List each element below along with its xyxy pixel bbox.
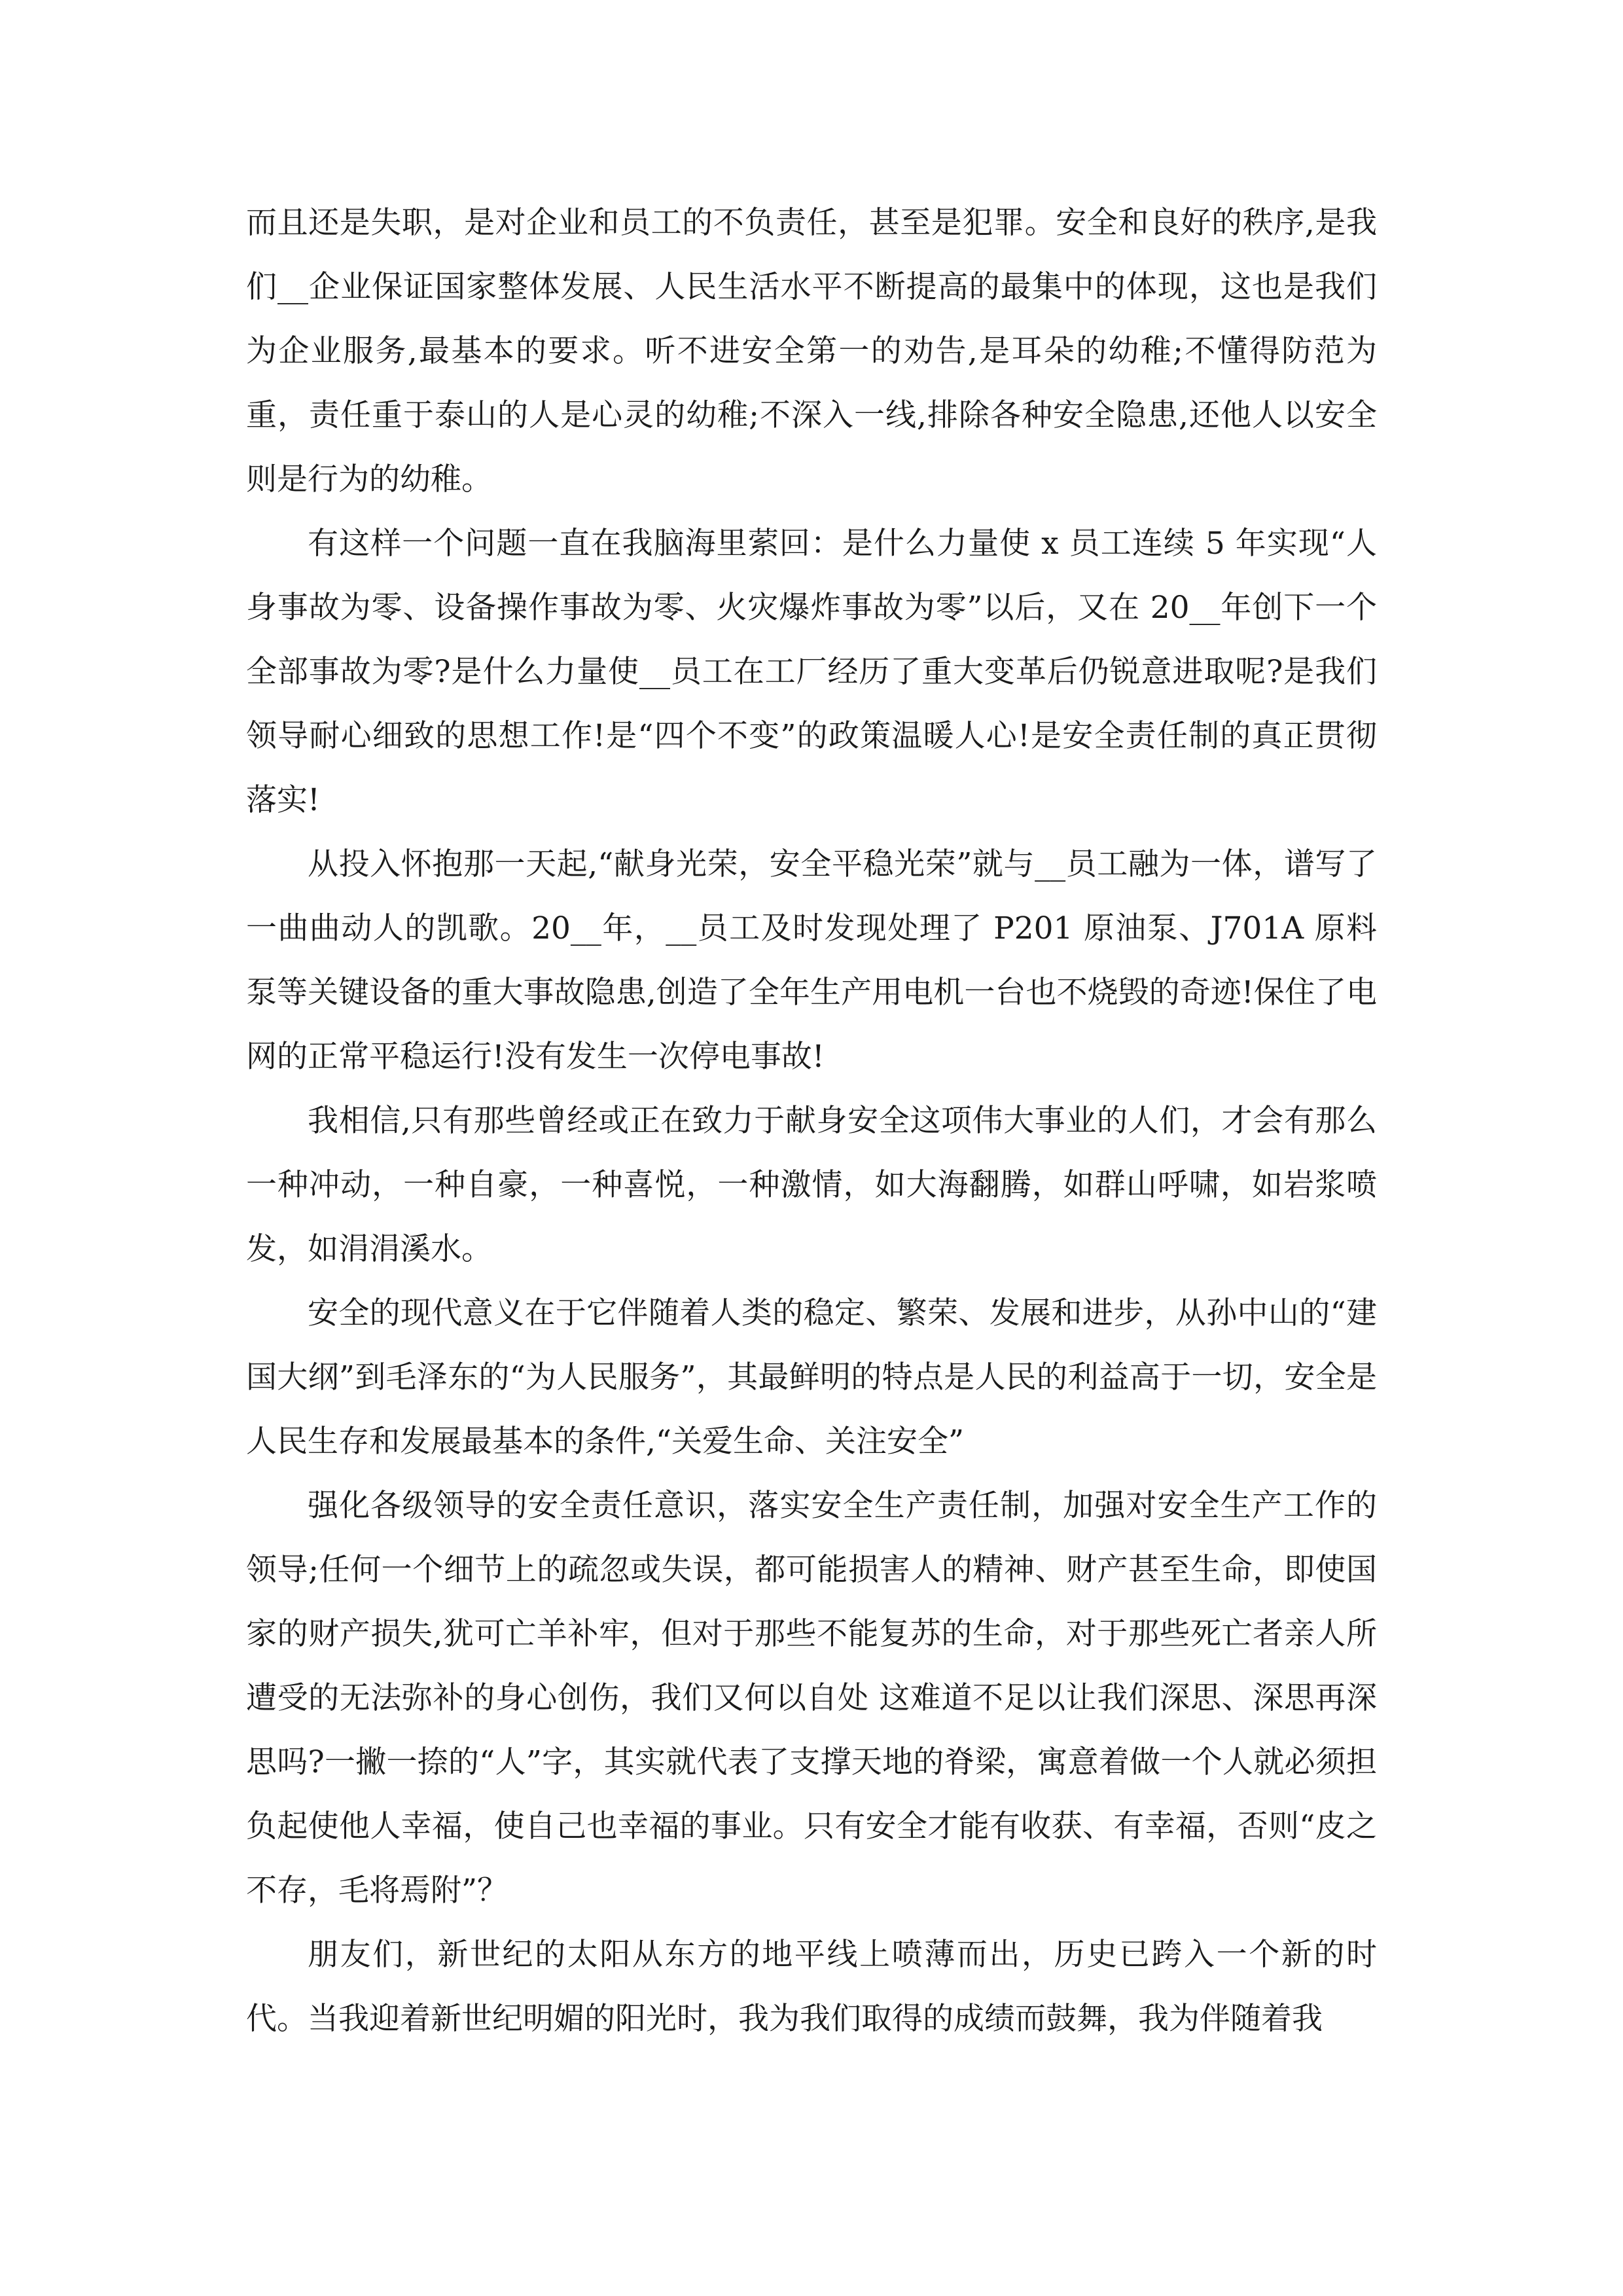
paragraph: 安全的现代意义在于它伴随着人类的稳定、繁荣、发展和进步，从孙中山的“建国大纲”到毛泽东的“为人民服务”，其最鲜明的特点是人民的利益高于一切，安全是人民生存和发展最基本的条件,“关爱生命、关注安全”: [246, 1295, 1377, 1460]
paragraph: 有这样一个问题一直在我脑海里萦回：是什么力量使 x 员工连续 5 年实现“人身事故为零、设备操作事故为零、火灾爆炸事故为零”以后，又在 20__年创下一个全部事故为零?是什么力量使__员工在工厂经历了重大变革后仍锐意进取呢?是我们领导耐心细致的思想工作!是“四个不变”的政策温暖人心!是安全责任制的真正贯彻落实!: [246, 526, 1377, 818]
paragraph: 强化各级领导的安全责任意识，落实安全生产责任制，加强对安全生产工作的领导;任何一个细节上的疏忽或失误，都可能损害人的精神、财产甚至生命，即使国家的财产损失,犹可亡羊补牢，但对于那些不能复苏的生命，对于那些死亡者亲人所遭受的无法弥补的身心创伤，我们又何以自处 这难道不足以让我们深思、深思再深思吗?一撇一捺的“人”字，其实就代表了支撑天地的脊梁，寓意着做一个人就必须担负起使他人幸福，使自己也幸福的事业。只有安全才能有收获、有幸福，否则“皮之不存，毛将焉附”？: [246, 1488, 1377, 1909]
document-body: [246, 191, 1377, 2051]
paragraph: 朋友们，新世纪的太阳从东方的地平线上喷薄而出，历史已跨入一个新的时代。当我迎着新世纪明媚的阳光时，我为我们取得的成绩而鼓舞，我为伴随着我: [246, 1937, 1377, 2037]
paragraph: 我相信,只有那些曾经或正在致力于献身安全这项伟大事业的人们，才会有那么一种冲动，一种自豪，一种喜悦，一种激情，如大海翻腾，如群山呼啸，如岩浆喷发，如涓涓溪水。: [246, 1103, 1377, 1267]
paragraph-continuation: 而且还是失职，是对企业和员工的不负责任，甚至是犯罪。安全和良好的秩序,是我们__企业保证国家整体发展、人民生活水平不断提高的最集中的体现，这也是我们为企业服务,最基本的要求。听不进安全第一的劝告,是耳朵的幼稚;不懂得防范为重，责任重于泰山的人是心灵的幼稚;不深入一线,排除各种安全隐患,还他人以安全则是行为的幼稚。: [246, 205, 1377, 497]
paragraph: 从投入怀抱那一天起,“献身光荣，安全平稳光荣”就与__员工融为一体，谱写了一曲曲动人的凯歌。20__年，__员工及时发现处理了 P201 原油泵、J701A 原料泵等关键设备的重大事故隐患,创造了全年生产用电机一台也不烧毁的奇迹!保住了电网的正常平稳运行!没有发生一次停电事故!: [246, 846, 1377, 1075]
